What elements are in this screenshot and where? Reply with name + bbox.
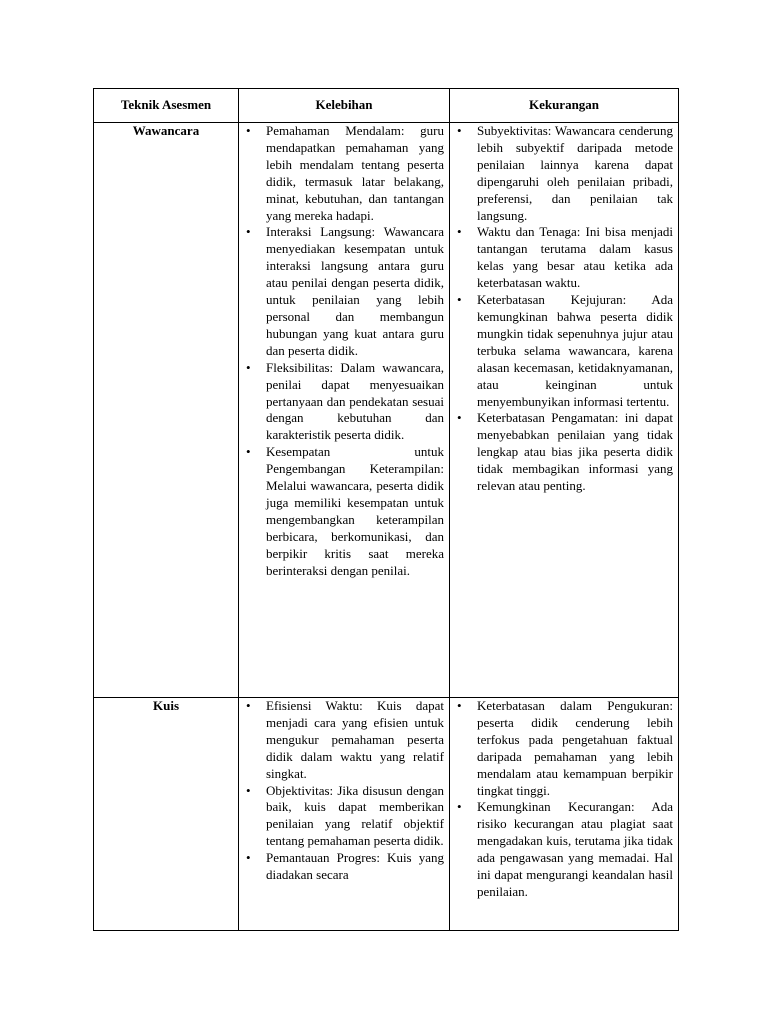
header-kekurangan: Kekurangan	[450, 89, 679, 123]
technique-name: Wawancara	[94, 123, 239, 698]
kekurangan-cell	[450, 123, 679, 698]
assessment-table	[93, 88, 679, 931]
kelebihan-cell	[239, 123, 450, 698]
kekurangan-list	[455, 698, 673, 901]
list-item: • Objektivitas: Jika disusun dengan baik, kuis dapat memberikan penilaian yang relatif objektif tentang pemahaman peserta didik.	[244, 783, 444, 851]
kekurangan-cell	[450, 698, 679, 931]
table-row	[94, 698, 679, 931]
table-row	[94, 123, 679, 698]
list-item: • Keterbatasan Kejujuran: Ada kemungkinan bahwa peserta didik mungkin tidak sepenuhnya jujur atau terbuka selama wawancara, karena alasan kecemasan, ketidaknyamanan, atau keinginan untuk menyembunyikan informasi tertentu.	[455, 292, 673, 410]
list-item: • Subyektivitas: Wawancara cenderung lebih subyektif daripada metode penilaian lainnya karena dapat dipengaruhi oleh penilaian pribadi, preferensi, dan penilaian tak langsung.	[455, 123, 673, 224]
list-item: • Efisiensi Waktu: Kuis dapat menjadi cara yang efisien untuk mengukur pemahaman peserta didik dalam waktu yang relatif singkat.	[244, 698, 444, 783]
header-kelebihan: Kelebihan	[239, 89, 450, 123]
list-item: • Kemungkinan Kecurangan: Ada risiko kecurangan atau plagiat saat mengadakan kuis, terutama jika tidak ada pengawasan yang memadai. Hal ini dapat mengurangi keandalan hasil penilaian.	[455, 799, 673, 900]
technique-name: Kuis	[94, 698, 239, 931]
header-teknik-asesmen: Teknik Asesmen	[94, 89, 239, 123]
list-item: • Kesempatan untuk Pengembangan Keterampilan: Melalui wawancara, peserta didik juga memiliki kesempatan untuk mengembangkan keterampilan berbicara, berkomunikasi, dan berpikir kritis saat mereka berinteraksi dengan penilai.	[244, 444, 444, 579]
kelebihan-list	[244, 123, 444, 579]
list-item: • Pemantauan Progres: Kuis yang diadakan secara	[244, 850, 444, 884]
kelebihan-cell	[239, 698, 450, 931]
kelebihan-list	[244, 698, 444, 884]
list-item: • Pemahaman Mendalam: guru mendapatkan pemahaman yang lebih mendalam tentang peserta didik, termasuk latar belakang, minat, kebutuhan, dan tantangan yang mereka hadapi.	[244, 123, 444, 224]
list-item: • Keterbatasan Pengamatan: ini dapat menyebabkan penilaian yang tidak lengkap atau bias jika peserta didik tidak membagikan informasi yang relevan atau penting.	[455, 410, 673, 495]
header-row	[94, 89, 679, 123]
list-item: • Interaksi Langsung: Wawancara menyediakan kesempatan untuk interaksi langsung antara guru atau penilai dengan peserta didik, untuk penilaian yang lebih personal dan membangun hubungan yang kuat antara guru dan peserta didik.	[244, 224, 444, 359]
list-item: • Keterbatasan dalam Pengukuran: peserta didik cenderung lebih terfokus pada pengetahuan faktual daripada pemahaman yang lebih mendalam atau kemampuan berpikir tingkat tinggi.	[455, 698, 673, 799]
list-item: • Waktu dan Tenaga: Ini bisa menjadi tantangan terutama dalam kasus kelas yang besar atau ketika ada keterbatasan waktu.	[455, 224, 673, 292]
kekurangan-list	[455, 123, 673, 495]
list-item: • Fleksibilitas: Dalam wawancara, penilai dapat menyesuaikan pertanyaan dan pendekatan sesuai dengan kebutuhan dan karakteristik peserta didik.	[244, 360, 444, 445]
